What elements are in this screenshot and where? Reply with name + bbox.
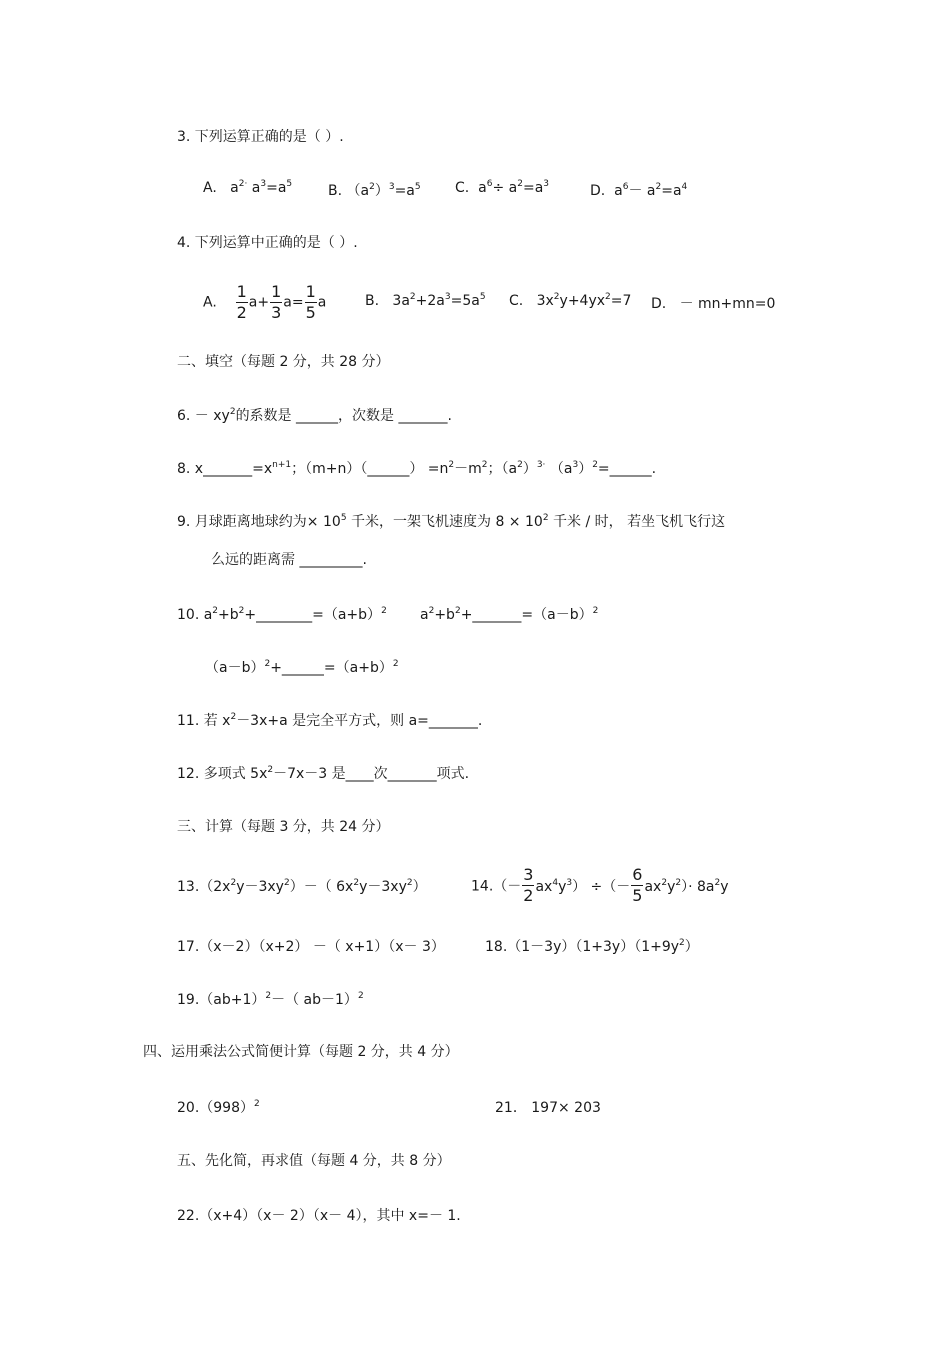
q4-option-a: A. $\frac{1}{2}$ a+ $\frac{1}{3}$ a= $\frac{1}{5}$ a bbox=[203, 282, 327, 322]
question-14: 14.（－ $\frac{3}{2}$ $ax^4y^3$） ÷（－ $\frac{6}{5}$ $ax^2y^2)\cdot 8a^2y$ bbox=[471, 865, 729, 905]
question-9-line-2: 么远的距离需 _________. bbox=[211, 552, 367, 568]
question-3-stem: 3. 下列运算正确的是（ ）. bbox=[177, 129, 344, 145]
q3-option-c: C. $a^6\div a^2=a^3$ bbox=[455, 179, 550, 196]
q4-option-c: C. $3x^2y+4yx^2=7$ bbox=[509, 292, 632, 309]
q3-option-b: B. $(a^2)^3=a^5$ bbox=[328, 182, 421, 199]
question-10-part-2: $a^2+b^2+\_\_\_\_\_\_\_=(a-b)^2$ bbox=[420, 606, 599, 623]
question-6: 6. － $xy^2$的系数是 ______，次数是 _______. bbox=[177, 407, 452, 424]
question-4-stem: 4. 下列运算中正确的是（ ）. bbox=[177, 235, 358, 251]
section-2-title: 二、填空（每题 2 分，共 28 分） bbox=[177, 354, 390, 370]
section-3-title: 三、计算（每题 3 分，共 24 分） bbox=[177, 819, 390, 835]
q4-option-b: B. $3a^2+2a^3=5a^5$ bbox=[365, 292, 486, 309]
question-9: 9. 月球距离地球约为× $10^5$ 千米，一架飞机速度为 $8 \times 10^2$ 千米 / 时， 若坐飞机飞行这 bbox=[177, 513, 726, 530]
question-10-part-3: $(a-b)^2+\_\_\_\_\_\_=(a+b)^2$ bbox=[205, 659, 399, 676]
question-10-part-1: 10. $a^2+b^2+\_\_\_\_\_\_\_\_=(a+b)^2$ bbox=[177, 606, 387, 623]
question-11: 11. 若 $x^2-3x+a$ 是完全平方式，则 a=_______. bbox=[177, 712, 483, 729]
question-20: $20.(998)^2$ bbox=[177, 1099, 260, 1116]
question-18: $18.(1-3y)(1+3y)(1+9y^2)$ bbox=[485, 938, 699, 955]
section-5-title: 五、先化简，再求值（每题 4 分，共 8 分） bbox=[177, 1153, 451, 1169]
fraction: $\frac{3}{2}$ bbox=[523, 865, 534, 905]
question-21: 21． 197× 203 bbox=[495, 1100, 601, 1116]
question-22: 22.（x+4）（x－ 2）（x－ 4），其中 x=－ 1. bbox=[177, 1208, 461, 1224]
fraction: $\frac{1}{5}$ bbox=[305, 282, 316, 322]
question-12: 12. 多项式 $5x^2-7x-3$ 是____次_______项式. bbox=[177, 765, 470, 782]
q4-option-d: D. － mn+mn=0 bbox=[651, 296, 776, 312]
question-13: $13.(2x^2y-3xy^2)-$（ $6x^2y-3xy^2$） bbox=[177, 878, 427, 895]
question-19: $19.(ab+1)^2-$（ ab－1）$^2$ bbox=[177, 991, 364, 1008]
fraction: $\frac{1}{3}$ bbox=[271, 282, 282, 322]
question-8: 8. $x\_\_\_\_\_\_\_=x^{n+1}$；（m+n）（______） $=n^2-m^2$；$(a^2)^{3\cdot}$ $(a^3)^2=\_\_\_\_\_\_$. bbox=[177, 460, 657, 477]
q3-option-d: D. $a^6- a^2=a^4$ bbox=[590, 182, 688, 199]
section-4-title: 四、运用乘法公式简便计算（每题 2 分，共 4 分） bbox=[143, 1044, 459, 1060]
fraction: $\frac{1}{2}$ bbox=[236, 282, 247, 322]
fraction: $\frac{6}{5}$ bbox=[632, 865, 643, 905]
question-17: 17.（x－2）（x+2） －（ x+1）（x－ 3） bbox=[177, 939, 445, 955]
q3-option-a: A. $a^{2\cdot}$ $a^3=a^5$ bbox=[203, 179, 293, 196]
